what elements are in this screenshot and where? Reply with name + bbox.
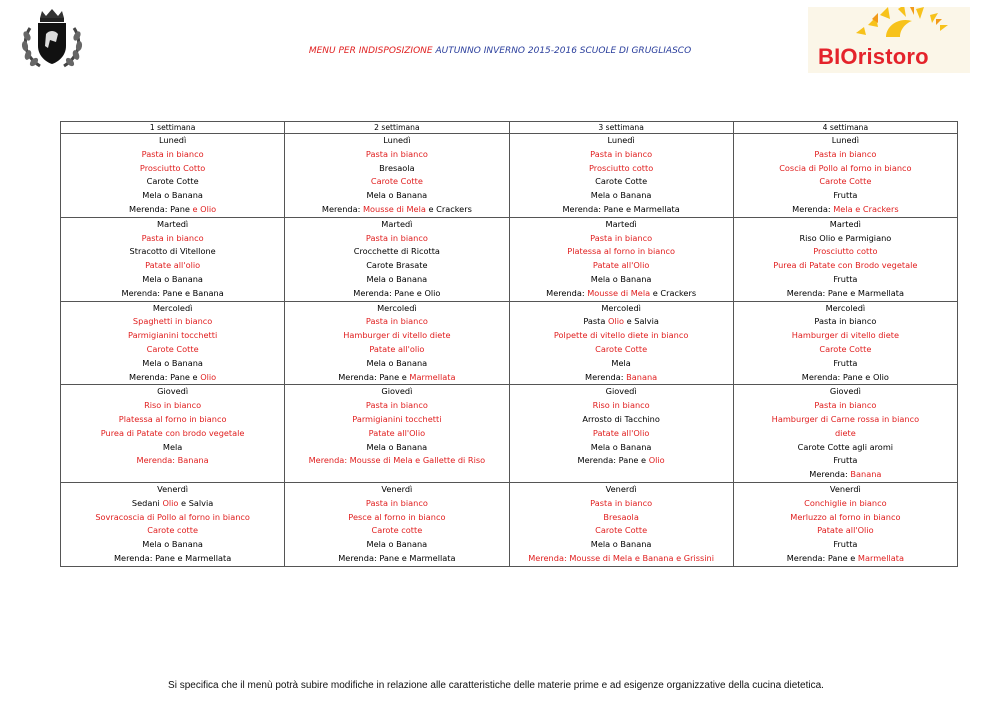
weeks-header-row <box>61 122 958 134</box>
menu-text: Merluzzo al forno in bianco <box>790 511 901 522</box>
menu-line <box>285 259 508 273</box>
menu-text: Pasta in bianco <box>590 497 653 508</box>
weekly-menu-table <box>60 121 958 567</box>
menu-text: Purea di Patate con Brodo vegetale <box>773 260 918 271</box>
menu-line <box>61 162 284 176</box>
menu-text: Patate all'Olio <box>592 427 650 438</box>
menu-line <box>285 552 508 566</box>
menu-text: Mela o Banana <box>590 539 652 550</box>
menu-text: Carote Cotte <box>595 343 648 354</box>
menu-text: Merenda: Pane e <box>338 371 410 382</box>
menu-cell <box>733 217 957 301</box>
menu-text: Olio <box>608 316 625 327</box>
menu-text: Martedì <box>381 218 413 229</box>
day-label <box>61 302 284 316</box>
menu-line <box>510 441 733 455</box>
week-header: 1 settimana <box>61 122 285 134</box>
menu-text: Pasta in bianco <box>814 400 877 411</box>
menu-line <box>285 497 508 511</box>
menu-line <box>61 148 284 162</box>
menu-line <box>510 162 733 176</box>
day-row <box>61 134 958 218</box>
menu-text: Mela <box>611 357 631 368</box>
menu-text: Mela o Banana <box>366 441 428 452</box>
menu-text: Prosciutto Cotto <box>139 162 206 173</box>
menu-text: Mela <box>162 441 183 452</box>
menu-line <box>285 427 508 441</box>
menu-text: Frutta <box>833 357 858 368</box>
day-label <box>285 218 508 232</box>
menu-text: Martedì <box>157 218 189 229</box>
menu-line <box>285 399 508 413</box>
menu-line <box>510 148 733 162</box>
menu-cell <box>509 301 733 385</box>
menu-line <box>61 259 284 273</box>
menu-text: Sovracoscia di Pollo al forno in bianco <box>95 511 250 522</box>
menu-line <box>510 315 733 329</box>
menu-text: Giovedì <box>605 386 637 397</box>
menu-line <box>61 203 284 217</box>
menu-cell <box>733 134 957 218</box>
menu-line <box>510 203 733 217</box>
menu-text: Merenda: <box>809 469 851 480</box>
menu-line <box>734 203 957 217</box>
menu-text: Mela o Banana <box>366 539 428 550</box>
menu-text: Lunedì <box>607 135 635 145</box>
menu-line <box>734 538 957 552</box>
menu-text: Merenda: Pane <box>129 203 193 214</box>
menu-text: Mela o Banana <box>590 441 652 452</box>
menu-text: Olio <box>162 497 179 508</box>
menu-line <box>285 273 508 287</box>
menu-text: Martedì <box>829 218 861 229</box>
menu-line <box>61 441 284 455</box>
menu-line <box>285 175 508 189</box>
menu-line <box>61 413 284 427</box>
menu-text: Mousse di Mela <box>362 203 426 214</box>
menu-cell <box>285 134 509 218</box>
menu-text: Pasta in bianco <box>590 148 653 159</box>
menu-text: Merenda: Pane e Banana <box>121 287 224 298</box>
menu-line <box>734 175 957 189</box>
menu-text: Mela o Banana <box>142 357 203 368</box>
menu-line <box>510 245 733 259</box>
menu-line <box>734 329 957 343</box>
menu-line <box>61 287 284 301</box>
menu-line <box>734 511 957 525</box>
menu-text: Parmigianini tocchetti <box>128 330 218 341</box>
menu-line <box>734 245 957 259</box>
menu-text: Frutta <box>833 539 858 550</box>
menu-text: Pasta in bianco <box>365 497 428 508</box>
menu-line <box>285 371 508 385</box>
title-blue-part: AUTUNNO INVERNO 2015-2016 SCUOLE DI GRUGLIASCO <box>435 46 692 56</box>
menu-text: Carote cotte <box>371 525 423 536</box>
menu-line <box>734 273 957 287</box>
menu-line <box>285 343 508 357</box>
menu-text: Mela o Banana <box>366 190 428 201</box>
menu-cell <box>61 482 285 566</box>
menu-text: Merenda: Pane e <box>786 552 858 563</box>
menu-text: e Salvia <box>624 316 659 327</box>
menu-text: Merenda: Pane e Marmellata <box>562 203 680 214</box>
menu-line <box>285 189 508 203</box>
day-label <box>61 134 284 148</box>
menu-text: Merenda: Mousse di Mela e Gallette di Riso <box>308 455 486 466</box>
document-title <box>250 46 750 56</box>
menu-line <box>61 343 284 357</box>
menu-line <box>510 343 733 357</box>
menu-text: Crocchette di Ricotta <box>353 246 440 257</box>
menu-text: Platessa al forno in bianco <box>118 413 227 424</box>
menu-text: Lunedì <box>158 135 187 145</box>
menu-text: Mercoledì <box>152 302 193 313</box>
menu-text: Merenda: Mousse di Mela e Banana e Grissini <box>528 552 715 563</box>
menu-line <box>285 245 508 259</box>
menu-line <box>510 511 733 525</box>
menu-text: Merenda: Pane e Marmellata <box>113 552 232 563</box>
menu-line <box>510 175 733 189</box>
menu-cell <box>733 385 957 483</box>
menu-text: Olio <box>200 371 217 382</box>
menu-text: Venerdì <box>829 483 861 494</box>
menu-text: Carote Cotte agli aromi <box>797 441 894 452</box>
menu-text: Arrosto di Tacchino <box>582 413 660 424</box>
week-header: 2 settimana <box>285 122 509 134</box>
menu-line <box>61 371 284 385</box>
menu-line <box>510 287 733 301</box>
menu-text: Patate all'Olio <box>592 260 650 271</box>
menu-text: Riso in bianco <box>144 400 202 411</box>
menu-line <box>510 497 733 511</box>
menu-cell <box>509 385 733 483</box>
day-label <box>734 218 957 232</box>
menu-text: Hamburger di vitello diete <box>343 330 451 341</box>
menu-text: Merenda: Pane e Marmellata <box>338 552 456 563</box>
menu-line <box>61 273 284 287</box>
menu-text: Pasta in bianco <box>814 148 877 159</box>
menu-line <box>61 454 284 468</box>
menu-text: Mela o Banana <box>142 190 203 201</box>
menu-text: Olio <box>648 455 665 466</box>
menu-text: Pesce al forno in bianco <box>348 511 446 522</box>
menu-cell <box>509 482 733 566</box>
menu-cell <box>285 217 509 301</box>
day-label <box>285 134 508 148</box>
menu-cell <box>285 482 509 566</box>
menu-text: Mela o Banana <box>590 273 652 284</box>
menu-line <box>61 524 284 538</box>
menu-line <box>61 232 284 246</box>
menu-text: e Olio <box>192 203 217 214</box>
menu-text: Bresaola <box>379 162 415 173</box>
menu-text: Mela o Banana <box>142 539 203 550</box>
menu-text: Lunedì <box>831 135 860 145</box>
menu-text: Pasta in bianco <box>141 148 204 159</box>
menu-line <box>61 329 284 343</box>
menu-line <box>61 315 284 329</box>
menu-text: Martedì <box>605 218 637 229</box>
menu-line <box>285 413 508 427</box>
menu-text: Stracotto di Vitellone <box>129 246 216 257</box>
menu-cell <box>285 301 509 385</box>
menu-text: Prosciutto cotto <box>589 162 654 173</box>
menu-line <box>734 497 957 511</box>
menu-cell <box>733 301 957 385</box>
menu-text: Venerdì <box>381 483 413 494</box>
menu-text: Patate all'Olio <box>368 427 426 438</box>
menu-line <box>285 329 508 343</box>
menu-line <box>285 454 508 468</box>
menu-cell <box>61 301 285 385</box>
menu-cell <box>509 134 733 218</box>
menu-text: Giovedì <box>829 386 861 397</box>
menu-text: Frutta <box>833 190 858 201</box>
menu-line <box>734 427 957 441</box>
menu-line <box>734 315 957 329</box>
menu-cell <box>733 482 957 566</box>
menu-text: Purea di Patate con brodo vegetale <box>100 427 245 438</box>
menu-line <box>61 245 284 259</box>
menu-line <box>61 497 284 511</box>
menu-line <box>61 189 284 203</box>
menu-text: Merenda: Pane e Marmellata <box>786 287 904 298</box>
menu-cell <box>61 217 285 301</box>
menu-line <box>734 232 957 246</box>
menu-line <box>285 162 508 176</box>
menu-text: Venerdì <box>605 483 637 494</box>
menu-text: Prosciutto cotto <box>813 246 878 257</box>
menu-text: Mercoledì <box>601 302 641 313</box>
day-label <box>61 483 284 497</box>
menu-line <box>734 524 957 538</box>
menu-text: Carote Cotte <box>819 176 872 187</box>
menu-text: Carote cotte <box>147 525 198 536</box>
title-red-part: MENU PER INDISPOSIZIONE <box>308 46 433 56</box>
menu-text: Merenda: Pane e <box>129 371 201 382</box>
menu-line <box>734 162 957 176</box>
menu-line <box>510 371 733 385</box>
menu-line <box>734 148 957 162</box>
menu-text: Pasta in bianco <box>365 400 428 411</box>
menu-text: Carote Cotte <box>146 176 199 187</box>
day-row <box>61 217 958 301</box>
day-label <box>61 385 284 399</box>
menu-line <box>285 538 508 552</box>
menu-text: Mela o Banana <box>590 190 652 201</box>
day-label <box>734 483 957 497</box>
menu-line <box>734 441 957 455</box>
municipal-crest-logo <box>16 8 88 72</box>
menu-cell <box>285 385 509 483</box>
day-label <box>510 483 733 497</box>
menu-text: Mercoledì <box>825 302 866 313</box>
menu-text: Marmellata <box>409 371 456 382</box>
menu-text: Pasta in bianco <box>141 232 204 243</box>
menu-line <box>61 511 284 525</box>
day-label <box>734 302 957 316</box>
menu-text: Hamburger di Carne rossa in bianco <box>771 413 920 424</box>
menu-text: Venerdì <box>157 483 189 494</box>
menu-text: Merenda: <box>792 203 834 214</box>
day-label <box>510 385 733 399</box>
day-label <box>285 302 508 316</box>
menu-text: Pasta <box>583 316 609 327</box>
menu-text: Giovedì <box>157 386 189 397</box>
menu-text: Mela o Banana <box>142 273 203 284</box>
menu-text: Merenda: <box>585 371 627 382</box>
menu-line <box>510 413 733 427</box>
menu-text: Spaghetti in bianco <box>132 316 213 327</box>
menu-text: Marmellata <box>857 552 905 563</box>
menu-text: Mela o Banana <box>366 273 428 284</box>
menu-line <box>734 413 957 427</box>
menu-text: Merenda: <box>546 287 588 298</box>
menu-line <box>61 427 284 441</box>
menu-text: Pasta in bianco <box>365 232 428 243</box>
day-label <box>510 134 733 148</box>
day-row <box>61 301 958 385</box>
menu-text: Lunedì <box>383 135 411 145</box>
menu-line <box>510 552 733 566</box>
menu-text: Patate all'Olio <box>817 525 874 536</box>
bioristoro-logo-text: BIOristoro <box>818 44 929 69</box>
menu-line <box>510 427 733 441</box>
menu-line <box>285 232 508 246</box>
menu-text: Mela o Banana <box>366 357 428 368</box>
menu-text: Patate all'olio <box>369 343 425 354</box>
menu-text: Carote Cotte <box>595 525 648 536</box>
menu-line <box>285 203 508 217</box>
menu-text: e Crackers <box>425 203 472 214</box>
menu-line <box>734 399 957 413</box>
menu-line <box>734 287 957 301</box>
menu-line <box>734 468 957 482</box>
menu-line <box>61 538 284 552</box>
menu-text: Carote Cotte <box>819 343 872 354</box>
menu-text: Merenda: Pane e Olio <box>353 287 441 298</box>
menu-line <box>734 343 957 357</box>
menu-text: Hamburger di vitello diete <box>791 330 900 341</box>
menu-line <box>285 524 508 538</box>
menu-text: Mousse di Mela <box>587 287 651 298</box>
day-label <box>285 385 508 399</box>
menu-text: Mercoledì <box>377 302 417 313</box>
menu-line <box>61 175 284 189</box>
menu-text: Merenda: Pane e Olio <box>801 371 889 382</box>
menu-text: diete <box>834 427 856 438</box>
menu-text: Pasta in bianco <box>365 148 428 159</box>
menu-text: Sedani <box>131 497 163 508</box>
menu-line <box>510 524 733 538</box>
menu-text: Giovedì <box>381 386 413 397</box>
menu-text: Platessa al forno in bianco <box>567 246 675 257</box>
menu-text: Frutta <box>833 273 858 284</box>
menu-text: Polpette di vitello diete in bianco <box>553 330 689 341</box>
menu-line <box>285 441 508 455</box>
menu-text: Merenda: <box>321 203 363 214</box>
day-row <box>61 385 958 483</box>
menu-line <box>734 552 957 566</box>
menu-text: Pasta in bianco <box>590 232 653 243</box>
menu-line <box>285 148 508 162</box>
menu-text: Banana <box>626 371 658 382</box>
menu-line <box>734 371 957 385</box>
menu-line <box>510 273 733 287</box>
menu-text: Patate all'olio <box>145 260 201 271</box>
menu-text: Coscia di Pollo al forno in bianco <box>779 162 912 173</box>
menu-line <box>734 357 957 371</box>
menu-cell <box>61 385 285 483</box>
menu-text: Carote Cotte <box>595 176 648 187</box>
menu-text: Mela e Crackers <box>833 203 899 214</box>
menu-text: Conchiglie in bianco <box>804 497 887 508</box>
menu-text: Bresaola <box>603 511 639 522</box>
menu-line <box>285 287 508 301</box>
footer-note: Si specifica che il menù potrà subire modifiche in relazione alle caratteristiche delle materie prime e ad esigenze organizzative della cucina dietetica. <box>168 680 824 691</box>
menu-line <box>510 538 733 552</box>
menu-line <box>510 329 733 343</box>
menu-line <box>510 189 733 203</box>
menu-text: Banana <box>850 469 882 480</box>
menu-text: Parmigianini tocchetti <box>352 413 442 424</box>
menu-line <box>285 315 508 329</box>
menu-line <box>285 357 508 371</box>
menu-line <box>285 511 508 525</box>
day-label <box>734 385 957 399</box>
menu-line <box>510 259 733 273</box>
menu-text: e Salvia <box>178 497 214 508</box>
menu-text: Merenda: Pane e <box>577 455 649 466</box>
menu-line <box>510 399 733 413</box>
menu-text: Merenda: Banana <box>136 455 209 466</box>
menu-line <box>510 232 733 246</box>
menu-text: Carote Cotte <box>146 343 199 354</box>
day-label <box>734 134 957 148</box>
menu-text: Pasta in bianco <box>814 316 877 327</box>
menu-cell <box>61 134 285 218</box>
menu-line <box>61 399 284 413</box>
menu-line <box>734 454 957 468</box>
day-label <box>61 218 284 232</box>
day-label <box>510 302 733 316</box>
week-header: 3 settimana <box>509 122 733 134</box>
week-header: 4 settimana <box>733 122 957 134</box>
day-row <box>61 482 958 566</box>
menu-line <box>734 259 957 273</box>
day-label <box>510 218 733 232</box>
menu-text: Carote Cotte <box>370 176 423 187</box>
menu-text: e Crackers <box>650 287 697 298</box>
menu-body <box>61 134 958 567</box>
menu-line <box>61 552 284 566</box>
menu-text: Pasta in bianco <box>365 316 428 327</box>
menu-line <box>61 357 284 371</box>
day-label <box>285 483 508 497</box>
menu-text: Riso in bianco <box>592 400 650 411</box>
menu-line <box>510 454 733 468</box>
menu-text: Carote Brasate <box>366 260 428 271</box>
menu-cell <box>509 217 733 301</box>
menu-line <box>734 189 957 203</box>
menu-line <box>510 357 733 371</box>
menu-text: Riso Olio e Parmigiano <box>799 232 892 243</box>
menu-text: Frutta <box>833 455 858 466</box>
